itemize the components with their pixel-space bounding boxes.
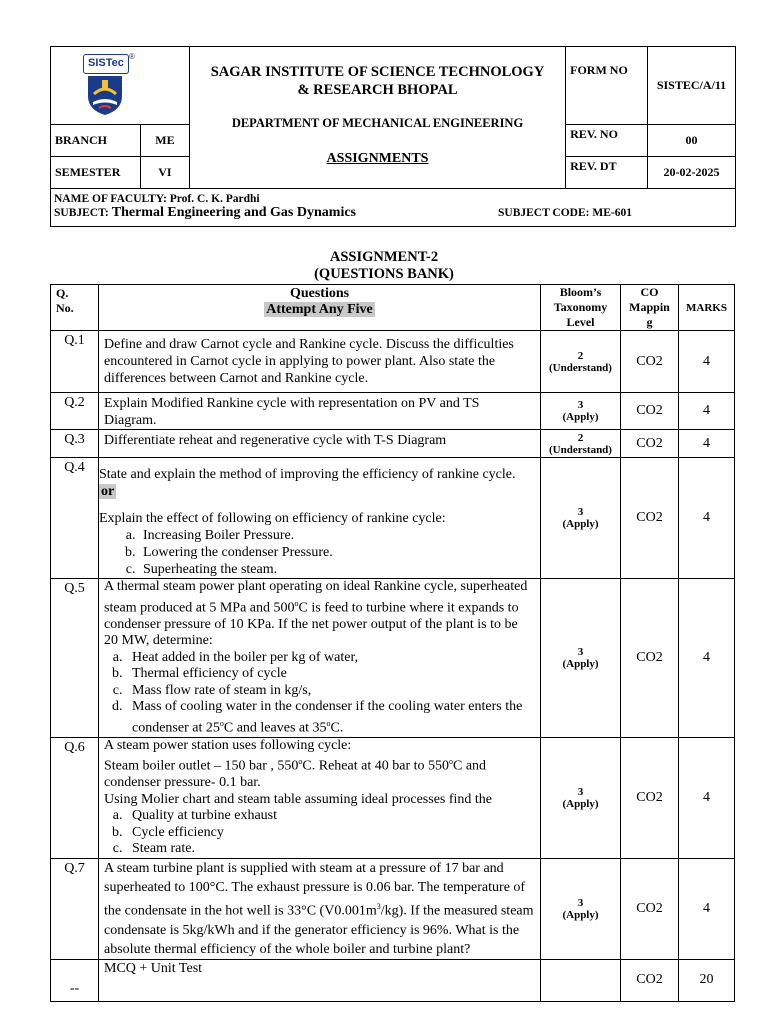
assignment-title: ASSIGNMENT-2 [329, 249, 439, 265]
question-number: Q.2 [51, 393, 99, 430]
faculty-subject-cell [51, 189, 736, 227]
bloom-level: 3 (Apply) [541, 458, 621, 579]
table-row [51, 858, 735, 959]
bloom-level: 3 (Apply) [541, 737, 621, 858]
subject-line [54, 205, 732, 223]
table-row [51, 430, 735, 458]
bloom-header: Bloom’s Taxonomy Level [541, 285, 621, 331]
marks: 4 [679, 393, 735, 430]
marks: 4 [679, 858, 735, 959]
list-item: c. Mass flow rate of steam in kg/s, [126, 683, 535, 700]
subject-code: SUBJECT CODE: ME-601 [498, 206, 632, 219]
question-number: Q.1 [51, 331, 99, 393]
list-item: b. Cycle efficiency [126, 825, 535, 842]
question-text: A thermal steam power plant operating on ideal Rankine cycle, superheated steam produced at 5 MPa and 500$^o$C is feed to turbine where it expands to condenser pressure of 10 KPa. If the net power output of the plant is to be 20 MW, determine: a. Heat added in the boiler per kg of water, b. Thermal efficiency of cycle c. Mass flow rate of steam in kg/s, d. Mass of cooling water in the condenser if the cooling water enters the condenser at 25$^o$C and leaves at 35$^o$C. [99, 579, 541, 738]
registered-mark: ® [128, 51, 135, 61]
questions-table [50, 284, 735, 1002]
marks-header: MARKS [679, 285, 735, 331]
marks: 4 [679, 458, 735, 579]
co-mapping: CO2 [621, 737, 679, 858]
qno-header: Q. No. [51, 285, 99, 331]
branch-label: BRANCH [51, 125, 141, 157]
bloom-level: 3 (Apply) [541, 579, 621, 738]
semester-label: SEMESTER [51, 157, 141, 189]
faculty-label: NAME OF FACULTY: [54, 192, 167, 205]
bloom-level: 3 (Apply) [541, 393, 621, 430]
co-mapping: CO2 [621, 959, 679, 1001]
question-number: Q.5 [51, 579, 99, 738]
co-mapping: CO2 [621, 393, 679, 430]
marks: 4 [679, 430, 735, 458]
subject-label: SUBJECT: [54, 206, 109, 219]
table-row [51, 331, 735, 393]
faculty-line [54, 193, 732, 205]
question-text: Define and draw Carnot cycle and Rankine cycle. Discuss the difficulties encountered in Carnot cycle in applying to power plant. Also state the differences between Carnot and Rankine cycle. [99, 331, 541, 393]
form-no-value: SISTEC/A/11 [648, 47, 736, 125]
table-row [51, 458, 735, 579]
logo-text: SISTec [83, 54, 129, 74]
branch-value: ME [140, 125, 189, 157]
department-name: DEPARTMENT OF MECHANICAL ENGINEERING [231, 116, 524, 130]
institute-name-line1: SAGAR INSTITUTE OF SCIENCE TECHNOLOGY [210, 64, 545, 80]
table-row [51, 959, 735, 1001]
co-mapping: CO2 [621, 458, 679, 579]
co-mapping: CO2 [621, 858, 679, 959]
question-text: A steam power station uses following cycle: Steam boiler outlet – 150 bar , 550$^o$C. Reheat at 40 bar to 550$^o$C and condenser pressure- 0.1 bar. Using Molier chart and steam table assuming ideal processes find the a. Quality at turbine exhaust b. Cycle efficiency c. Steam rate. [99, 737, 541, 858]
rev-dt-label: REV. DT [566, 157, 648, 189]
logo-cell [51, 47, 190, 125]
table-row [51, 737, 735, 858]
rev-no-label: REV. NO [566, 125, 648, 157]
list-item: b. Lowering the condenser Pressure. [139, 544, 535, 561]
or-marker: or [101, 484, 115, 499]
form-no-label: FORM NO [566, 47, 648, 125]
question-number: -- [51, 959, 99, 1001]
list-item: a. Heat added in the boiler per kg of water, [126, 650, 535, 667]
co-header: CO Mappin g [621, 285, 679, 331]
question-text: Differentiate reheat and regenerative cycle with T-S Diagram [99, 430, 541, 458]
questions-header: Questions Attempt Any Five [99, 285, 541, 331]
shield-icon [85, 74, 125, 116]
bloom-level: 2 (Understand) [541, 331, 621, 393]
faculty-value: Prof. C. K. Pardhi [169, 192, 260, 205]
question-number: Q.6 [51, 737, 99, 858]
table-row [51, 393, 735, 430]
co-mapping: CO2 [621, 579, 679, 738]
bloom-level: 3 (Apply) [541, 858, 621, 959]
list-item: b. Thermal efficiency of cycle [126, 666, 535, 683]
table-row [51, 579, 735, 738]
bloom-level [541, 959, 621, 1001]
institute-name-line2: & RESEARCH BHOPAL [297, 82, 458, 98]
question-bank-title: (QUESTIONS BANK) [314, 266, 454, 282]
header-table [50, 46, 736, 227]
assignments-title: ASSIGNMENTS [326, 151, 429, 166]
attempt-any-five: Attempt Any Five [266, 302, 373, 317]
title-cell [189, 47, 565, 189]
marks: 20 [679, 959, 735, 1001]
question-number: Q.3 [51, 430, 99, 458]
list-item: c. Steam rate. [126, 841, 535, 858]
question-text: Explain Modified Rankine cycle with representation on PV and TS Diagram. [99, 393, 541, 430]
list-item: a. Quality at turbine exhaust [126, 808, 535, 825]
list-item: d. Mass of cooling water in the condenser if the cooling water enters the condenser at 25$^o$C and leaves at 35$^o$C. [126, 699, 535, 737]
rev-no-value: 00 [648, 125, 736, 157]
list-item: c. Superheating the steam. [139, 561, 535, 578]
bloom-level: 2 (Understand) [541, 430, 621, 458]
question-text: State and explain the method of improving the efficiency of rankine cycle. or Explain the effect of following on efficiency of rankine cycle: a. Increasing Boiler Pressure. b. Lowering the condenser Pressure. c. Superheating the steam. [99, 458, 541, 579]
semester-value: VI [140, 157, 189, 189]
subject-value: Thermal Engineering and Gas Dynamics [111, 204, 356, 220]
question-number: Q.4 [51, 458, 99, 579]
marks: 4 [679, 579, 735, 738]
marks: 4 [679, 737, 735, 858]
question-text: MCQ + Unit Test [99, 959, 541, 1001]
question-text: A steam turbine plant is supplied with steam at a pressure of 17 bar and superheated to 100°C. The exhaust pressure is 0.06 bar. The temperature of the condensate in the hot well is 33°C $(V0.001m^3/kg)$. If the measured steam condensate is 5kg/kWh and if the generator efficiency is 96%. What is the absolute thermal efficiency of the whole boiler and turbine plant? [99, 858, 541, 959]
list-item: a. Increasing Boiler Pressure. [139, 527, 535, 544]
co-mapping: CO2 [621, 430, 679, 458]
co-mapping: CO2 [621, 331, 679, 393]
table-header-row [51, 285, 735, 331]
sistec-logo [75, 52, 165, 120]
question-number: Q.7 [51, 858, 99, 959]
rev-dt-value: 20-02-2025 [648, 157, 736, 189]
marks: 4 [679, 331, 735, 393]
